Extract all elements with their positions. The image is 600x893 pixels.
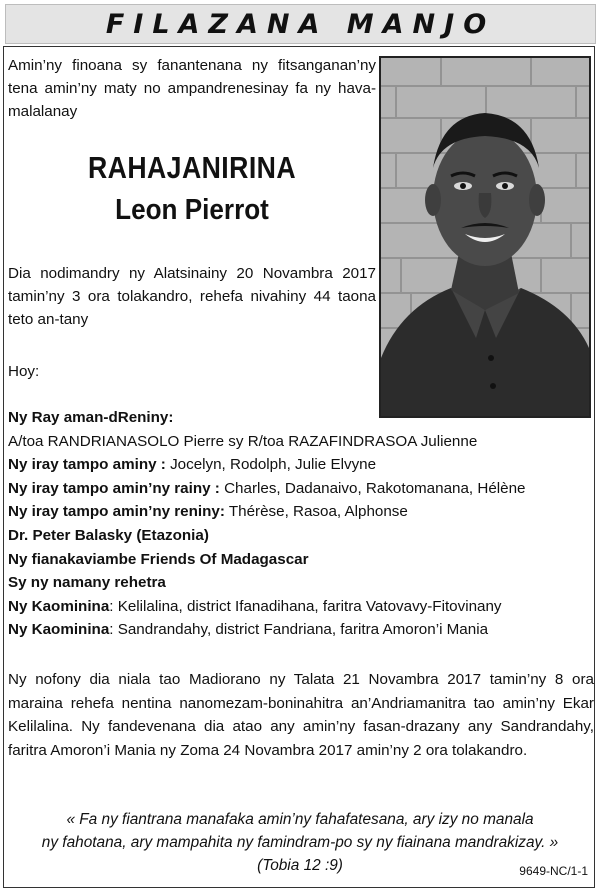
family-row: A/toa RANDRIANASOLO Pierre sy R/toa RAZAFINDRASOA Julienne (8, 432, 478, 450)
death-announcement: Dia nodimandry ny Alatsinainy 20 Novambra 2017 tamin’ny 3 ora tolakandro, rehefa nivahiny 44 taona teto an-tany (8, 265, 376, 328)
deceased-surname: RAHAJANIRINA (87, 150, 297, 185)
quote-line-1: « Fa ny fiantrana manafaka amin’ny fahafatesana, ary izy no manala (66, 811, 534, 828)
deceased-given-names: Leon Pierrot (115, 194, 269, 226)
family-row: Sy ny namany rehetra (8, 574, 166, 592)
family-row: Ny iray tampo amin’ny rainy : Charles, Dadanaivo, Rakotomanana, Hélène (8, 479, 526, 497)
family-row: Ny fianakaviambe Friends Of Madagascar (8, 550, 309, 568)
family-row: Dr. Peter Balasky (Etazonia) (8, 526, 209, 544)
hoy-label: Hoy: (8, 363, 40, 380)
family-list (8, 406, 593, 642)
intro-text: Amin’ny finoana sy fanantenana ny fitsanganan’ny tena amin’ny maty no ampandrenesinay fa ny hava-malalanay (8, 57, 376, 120)
family-row: Ny iray tampo aminy : Jocelyn, Rodolph, Julie Elvyne (8, 456, 377, 474)
header-banner (5, 4, 596, 44)
family-row: Ny Ray aman-dReniny: (8, 409, 174, 426)
reference-code: 9649-NC/1-1 (519, 864, 588, 878)
family-row: Ny iray tampo amin’ny reniny: Thérèse, Rasoa, Alphonse (8, 503, 408, 521)
family-row: Ny Kaominina: Sandrandahy, district Fandriana, faritra Amoron’i Mania (8, 621, 489, 639)
quote-line-2: ny fahotana, ary mampahita ny famindram-po sy ny fiainana mandrakizay. » (41, 834, 559, 851)
banner-title: FILAZANA MANJO (105, 8, 496, 40)
portrait-photo (379, 56, 591, 418)
scripture-quote (30, 808, 570, 877)
family-row: Ny Kaominina: Kelilalina, district Ifanadihana, faritra Vatovavy-Fitovinany (8, 597, 502, 615)
funeral-details: Ny nofony dia niala tao Madiorano ny Talata 21 Novambra 2017 tamin’ny 8 ora maraina rehefa nentina nanomezam-boninahitra an’Andriamanitra tao amin’ny Ekar Kelilalina. Ny fandevenana dia atao any amin’ny fasan-drazany any Sandrandahy, faritra Amoron’i Mania ny Zoma 24 Novambra 2017 amin’ny 2 ora tolakandro. (8, 671, 594, 759)
quote-citation: (Tobia 12 :9) (257, 857, 343, 874)
